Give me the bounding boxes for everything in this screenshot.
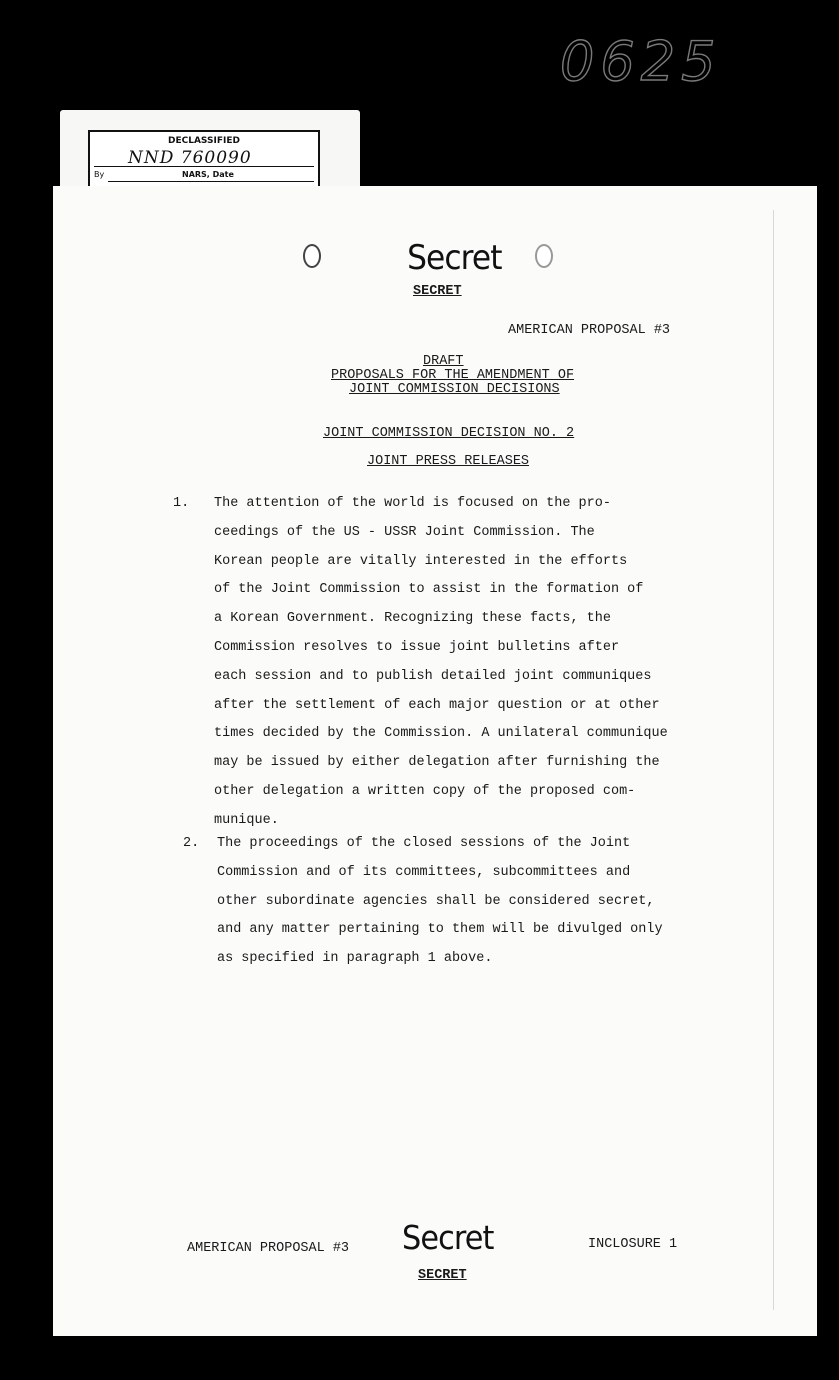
punch-hole-left bbox=[303, 244, 321, 268]
document-page bbox=[53, 186, 817, 1336]
inclosure-label: INCLOSURE 1 bbox=[588, 1237, 678, 1252]
paragraph-line: of the Joint Commission to assist in the formation of bbox=[214, 582, 644, 598]
classification-footer: SECRET bbox=[418, 1268, 467, 1283]
microfilm-frame-number: 0625 bbox=[560, 30, 722, 93]
page-fold-line bbox=[773, 210, 774, 1310]
stamp-authority: NND 760090 bbox=[128, 148, 252, 168]
paragraph-number: 1. bbox=[173, 496, 190, 511]
stamp-signature-line bbox=[108, 181, 314, 182]
paragraph-line: times decided by the Commission. A unilateral communique bbox=[214, 726, 668, 742]
document-title-line1: PROPOSALS FOR THE AMENDMENT OF bbox=[331, 368, 575, 383]
draft-label: DRAFT bbox=[423, 354, 464, 369]
stamp-nars-label: NARS, Date bbox=[182, 170, 234, 179]
proposal-ref-footer: AMERICAN PROPOSAL #3 bbox=[187, 1241, 350, 1256]
stamp-by-label: By bbox=[94, 170, 105, 179]
stamp-divider bbox=[94, 166, 314, 167]
paragraph-line: munique. bbox=[214, 812, 279, 828]
paragraph-line: and any matter pertaining to them will be divulged only bbox=[217, 922, 663, 938]
stamp-title: DECLASSIFIED bbox=[168, 136, 240, 146]
paragraph-line: after the settlement of each major question or at other bbox=[214, 697, 660, 713]
declassification-stamp bbox=[88, 130, 320, 192]
document-title-line2: JOINT COMMISSION DECISIONS bbox=[349, 382, 560, 397]
secret-stamp-header: Secret bbox=[407, 238, 502, 278]
secret-stamp-footer: Secret bbox=[401, 1218, 494, 1257]
paragraph-line: each session and to publish detailed joint communiques bbox=[214, 668, 652, 684]
subject-heading: JOINT PRESS RELEASES bbox=[367, 454, 530, 469]
classification-header: SECRET bbox=[413, 284, 462, 299]
paragraph-line: Korean people are vitally interested in the efforts bbox=[214, 553, 628, 569]
paragraph-line: The proceedings of the closed sessions of the Joint bbox=[217, 836, 631, 851]
paragraph-line: Commission resolves to issue joint bulletins after bbox=[214, 640, 620, 655]
paragraph-line: a Korean Government. Recognizing these facts, the bbox=[214, 611, 611, 627]
paragraph-line: Commission and of its committees, subcommittees and bbox=[217, 864, 631, 880]
paragraph-line: ceedings of the US - USSR Joint Commission. The bbox=[214, 524, 595, 540]
proposal-ref-header: AMERICAN PROPOSAL #3 bbox=[508, 323, 671, 338]
paragraph-line: may be issued by either delegation after furnishing the bbox=[214, 755, 660, 771]
paragraph-line: other delegation a written copy of the proposed com- bbox=[214, 784, 636, 799]
paragraph-line: The attention of the world is focused on the pro- bbox=[214, 496, 611, 511]
paragraph-line: as specified in paragraph 1 above. bbox=[217, 951, 493, 967]
paragraph-line: other subordinate agencies shall be considered secret, bbox=[217, 893, 655, 909]
punch-hole-right bbox=[535, 244, 553, 268]
paragraph-number: 2. bbox=[183, 836, 200, 851]
decision-heading: JOINT COMMISSION DECISION NO. 2 bbox=[323, 426, 575, 441]
